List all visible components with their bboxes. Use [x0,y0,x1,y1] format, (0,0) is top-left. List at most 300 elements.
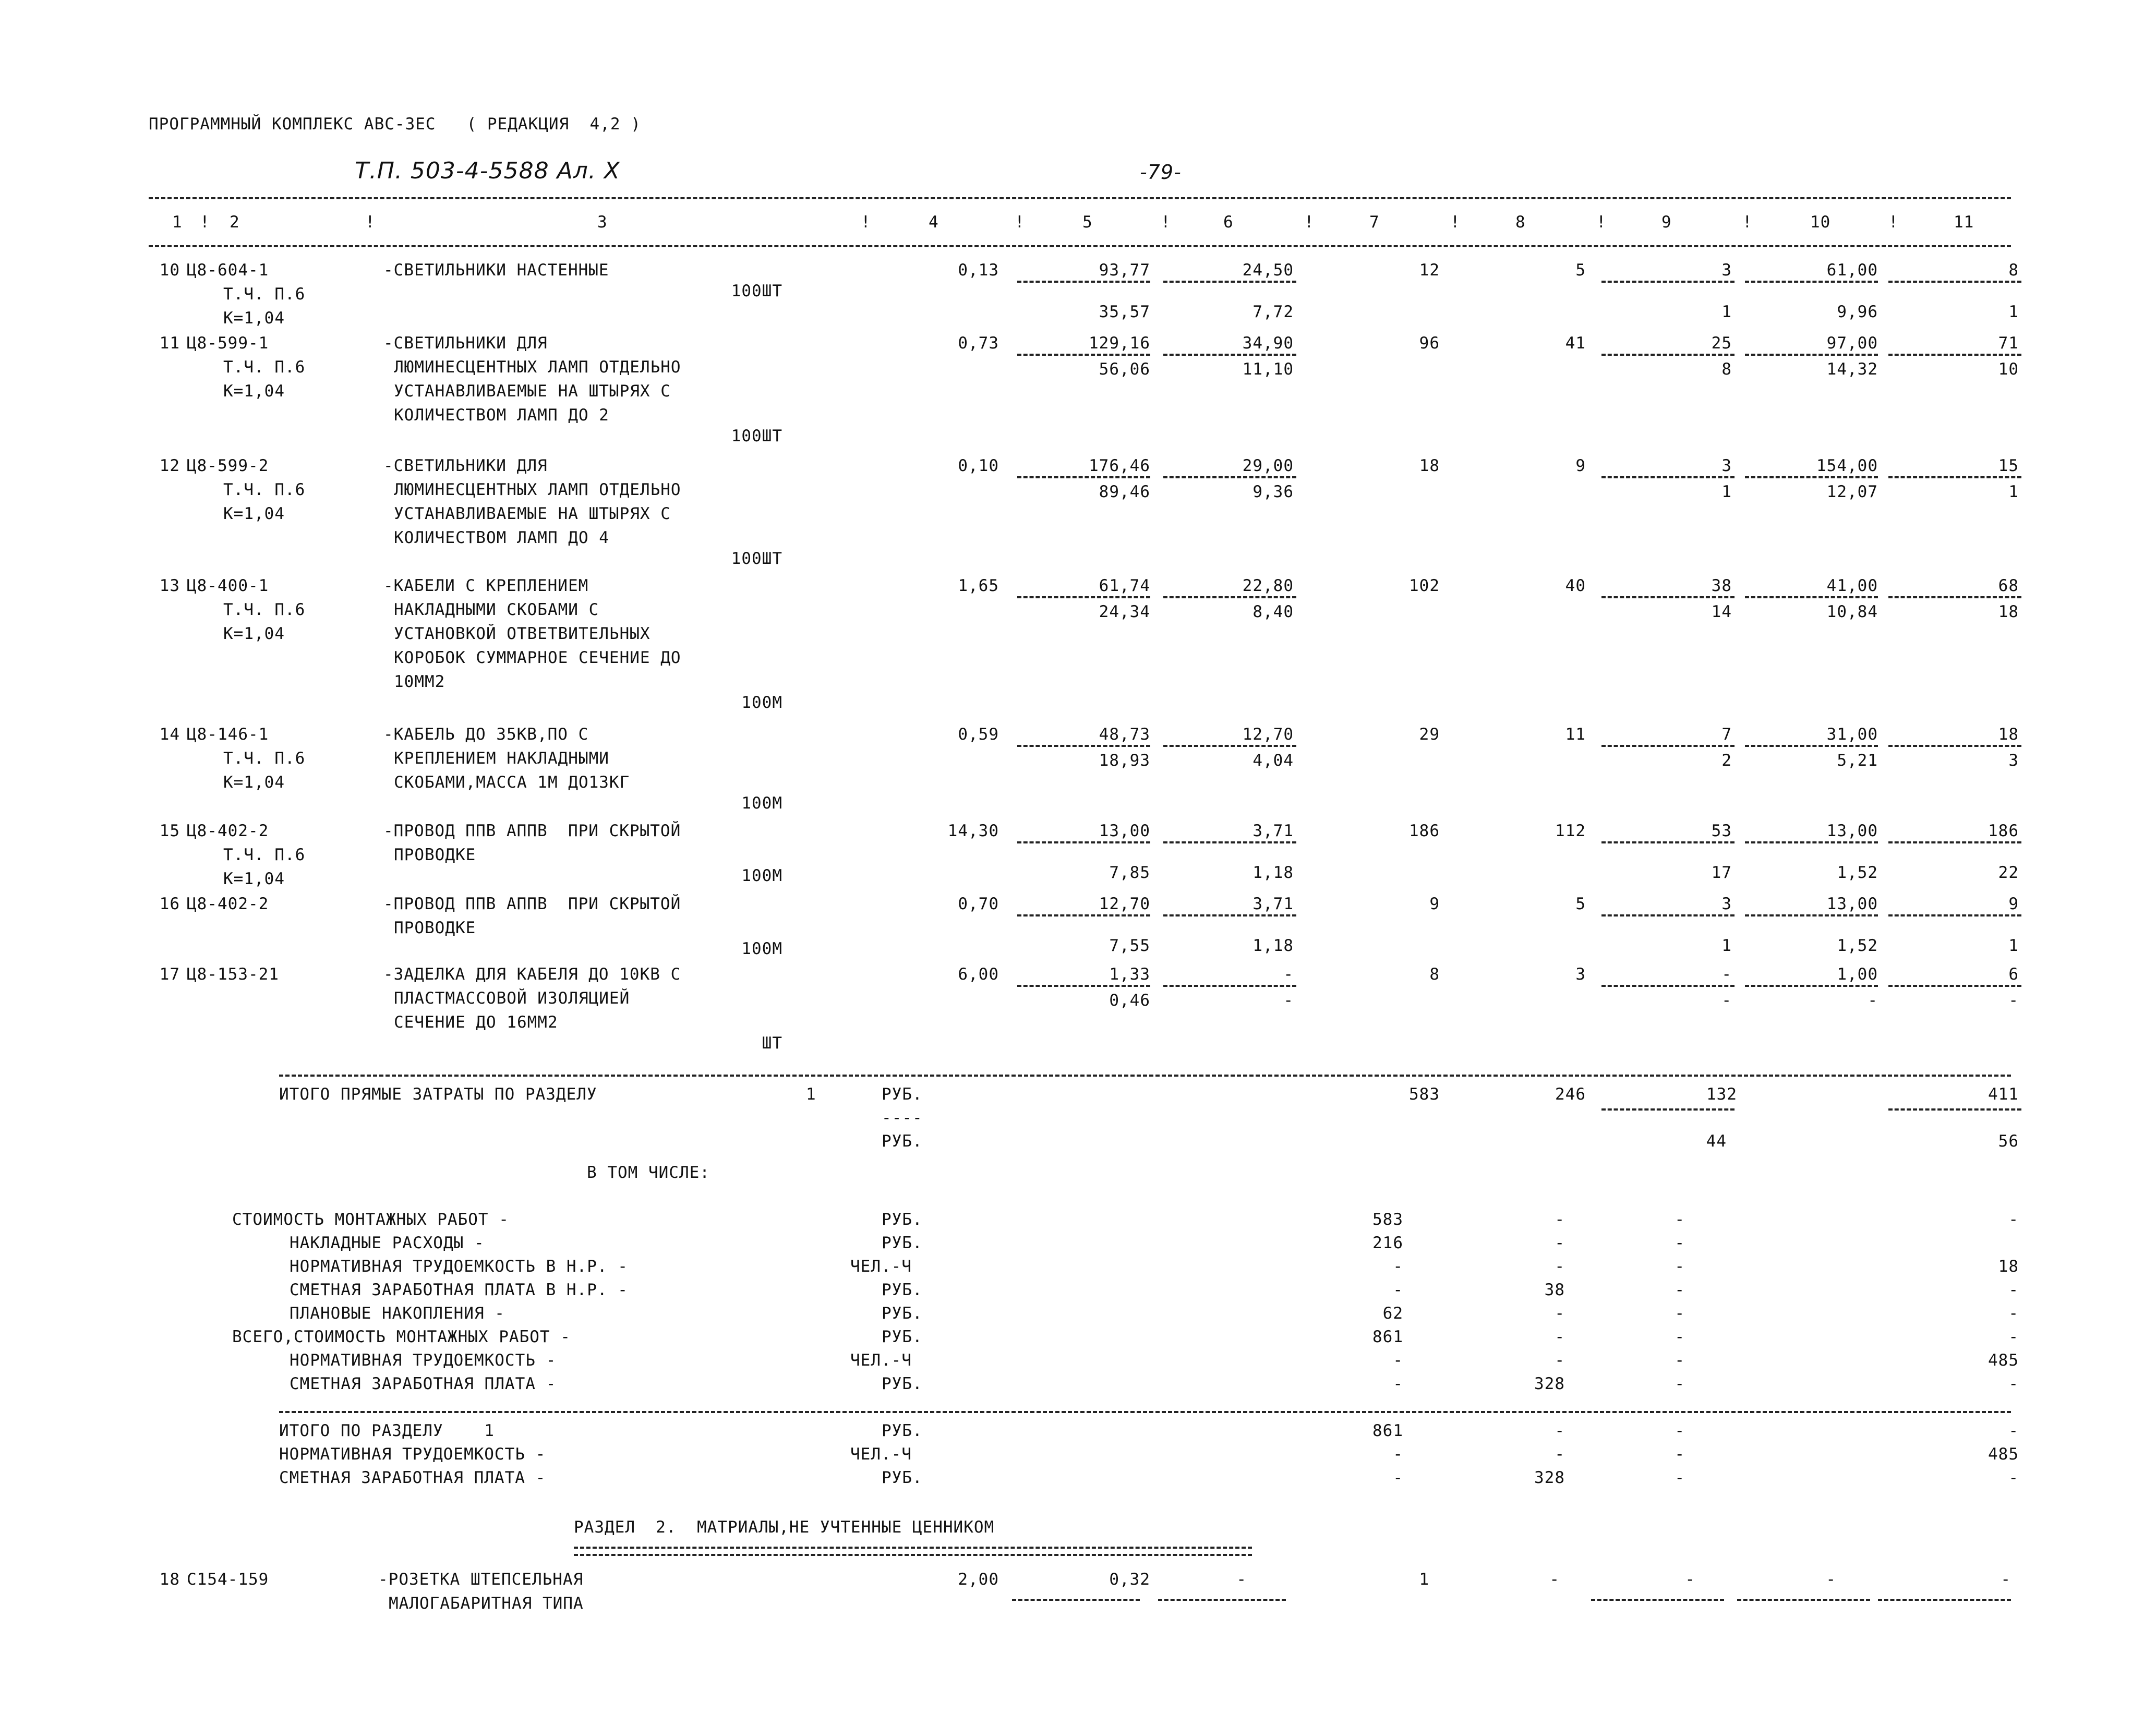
section-total-c7: - [1393,1468,1403,1487]
row-number: 12 [159,456,180,475]
breakdown-c7: 583 [1372,1210,1403,1229]
cost-divider [1017,596,1150,598]
row-code: К=1,04 [223,382,285,401]
cell-c7: 12 [1419,261,1440,280]
cell-c9-wage: 2 [1721,751,1732,770]
page-number: -79- [1140,161,1182,184]
row-description: ЛЮМИНЕСЦЕНТНЫХ ЛАМП ОТДЕЛЬНО [394,480,681,499]
cell-c6-wage: 9,36 [1252,482,1294,501]
row-quantity: 0,70 [958,895,999,913]
cell-c7: 8 [1429,965,1440,984]
cell-c7: 1 [1419,1570,1429,1589]
breakdown-c9: - [1675,1257,1685,1276]
row-description: УСТАНОВКОЙ ОТВЕТВИТЕЛЬНЫХ [394,624,651,643]
section-total-label: НОРМАТИВНАЯ ТРУДОЕМКОСТЬ - [279,1445,546,1464]
row-description: КОЛИЧЕСТВОМ ЛАМП ДО 4 [394,528,609,547]
cell-c9: 7 [1721,725,1732,744]
breakdown-c8: - [1555,1304,1565,1323]
breakdown-label: СТОИМОСТЬ МОНТАЖНЫХ РАБОТ - [232,1210,509,1229]
row-description: 10ММ2 [394,672,445,691]
column-number-7: 7 [1369,213,1380,232]
section-rule [279,1411,2011,1413]
cost-divider [1163,745,1296,747]
row-unit: 100М [741,939,782,958]
section-total-unit: ЧЕЛ.-Ч [850,1445,912,1464]
cell-c5: 93,77 [1099,261,1150,280]
row-quantity: 0,73 [958,334,999,353]
column-number-6: 6 [1223,213,1234,232]
breakdown-c11: - [2008,1374,2019,1393]
breakdown-unit: РУБ. [882,1210,923,1229]
cell-c7: 186 [1409,822,1440,840]
cell-c9: 3 [1721,261,1732,280]
breakdown-c9: - [1675,1304,1685,1323]
wage-divider [1888,914,2021,916]
cell-c11: 8 [2008,261,2019,280]
cost-divider [1017,914,1150,916]
wage-divider [1888,745,2021,747]
row-code: К=1,04 [223,504,285,523]
cell-c5-wage: 35,57 [1099,303,1150,321]
section2-title: РАЗДЕЛ 2. МАТРИАЛЫ,НЕ УЧТЕННЫЕ ЦЕННИКОМ [574,1518,995,1537]
row-quantity: 6,00 [958,965,999,984]
cell-c9-wage: 1 [1721,303,1732,321]
breakdown-unit: РУБ. [882,1374,923,1393]
cell-c7: 96 [1419,334,1440,353]
totals-c8: 246 [1555,1085,1586,1104]
column-separator: ! [1015,213,1025,232]
column-separator: ! [1742,213,1753,232]
section-total-c9: - [1675,1445,1685,1464]
breakdown-c8: - [1555,1210,1565,1229]
cell-c10-wage: 14,32 [1826,360,1878,379]
breakdown-unit: ЧЕЛ.-Ч [850,1351,912,1370]
totals-label: ИТОГО ПРЯМЫЕ ЗАТРАТЫ ПО РАЗДЕЛУ [279,1085,597,1104]
row-unit: 100М [741,866,782,885]
cell-c11: 71 [1998,334,2019,353]
cell-c11-wage: - [2008,991,2019,1010]
row-code: К=1,04 [223,773,285,792]
wage-divider [1601,281,1735,283]
cell-c8: - [1549,1570,1560,1589]
row-number: 17 [159,965,180,984]
column-separator: ! [1304,213,1315,232]
cell-c10-wage: 5,21 [1837,751,1878,770]
breakdown-c11: - [2008,1210,2019,1229]
row-code: С154-159 [187,1570,269,1589]
section-total-c8: - [1555,1421,1565,1440]
row-code: Ц8-599-1 [187,334,269,353]
cell-c5-wage: 89,46 [1099,482,1150,501]
row-number: 16 [159,895,180,913]
cell-c11: 15 [1998,456,2019,475]
cell-c9: 53 [1711,822,1732,840]
cell-c6: 3,71 [1252,822,1294,840]
wage-divider [1888,281,2021,283]
document-reference: Т.П. 503-4-5588 Ал. Х [355,158,620,184]
row-code: Ц8-146-1 [187,725,269,744]
row-description: -РОЗЕТКА ШТЕПСЕЛЬНАЯ [378,1570,584,1589]
cost-divider [1163,354,1296,356]
wage-divider [1745,914,1878,916]
cell-c5: 129,16 [1089,334,1150,353]
cell-c10-wage: 12,07 [1826,482,1878,501]
cell-c7: 18 [1419,456,1440,475]
wage-divider [1888,476,2021,478]
wage-divider [1601,841,1735,843]
column-separator: ! [861,213,871,232]
cell-c5: 61,74 [1099,576,1150,595]
breakdown-c7: 216 [1372,1234,1403,1252]
cell-c10: 1,00 [1837,965,1878,984]
cell-c11-wage: 1 [2008,482,2019,501]
cell-c6: - [1283,965,1294,984]
cell-c11: 6 [2008,965,2019,984]
column-separator: ! [365,213,376,232]
row-quantity: 2,00 [958,1570,999,1589]
breakdown-c8: 38 [1544,1281,1565,1299]
cell-c11: 68 [1998,576,2019,595]
breakdown-c8: - [1555,1257,1565,1276]
breakdown-c11: - [2008,1281,2019,1299]
cell-c5: 13,00 [1099,822,1150,840]
breakdown-c7: - [1393,1257,1403,1276]
wage-divider [1601,985,1735,987]
row-description: ПЛАСТМАССОВОЙ ИЗОЛЯЦИЕЙ [394,989,630,1008]
row-description: ПРОВОДКЕ [394,846,476,864]
row-code: Ц8-153-21 [187,965,279,984]
breakdown-c9: - [1675,1234,1685,1252]
section2-underline [574,1547,1252,1556]
row-description: КОЛИЧЕСТВОМ ЛАМП ДО 2 [394,406,609,425]
cell-c11: 9 [2008,895,2019,913]
cell-c6: 24,50 [1242,261,1294,280]
row-code: Т.Ч. П.6 [223,846,306,864]
breakdown-c9: - [1675,1281,1685,1299]
wage-divider [1591,1599,1724,1601]
column-number-4: 4 [929,213,939,232]
row-number: 13 [159,576,180,595]
row-description: -СВЕТИЛЬНИКИ ДЛЯ [383,456,548,475]
cost-divider [1163,985,1296,987]
cell-c6: 34,90 [1242,334,1294,353]
breakdown-c9: - [1675,1374,1685,1393]
breakdown-label: ВСЕГО,СТОИМОСТЬ МОНТАЖНЫХ РАБОТ - [232,1328,571,1346]
cell-c5-wage: 56,06 [1099,360,1150,379]
row-number: 15 [159,822,180,840]
cell-c9: 25 [1711,334,1732,353]
row-code: К=1,04 [223,870,285,888]
row-quantity: 0,10 [958,456,999,475]
cell-c8: 3 [1575,965,1586,984]
cell-c6: - [1236,1570,1247,1589]
breakdown-c8: - [1555,1328,1565,1346]
row-description: -ПРОВОД ППВ АППВ ПРИ СКРЫТОЙ [383,895,681,913]
cell-c9: - [1685,1570,1695,1589]
row-unit: 100ШТ [731,282,782,300]
row-unit: 100ШТ [731,549,782,568]
row-description: КРЕПЛЕНИЕМ НАКЛАДНЫМИ [394,749,609,768]
cell-c6: 22,80 [1242,576,1294,595]
wage-divider [1601,476,1735,478]
cell-c6: 29,00 [1242,456,1294,475]
cell-c6-wage: 11,10 [1242,360,1294,379]
cell-c10: 13,00 [1826,895,1878,913]
totals-c9-wage: 44 [1706,1132,1727,1151]
cost-divider [1158,1599,1286,1601]
totals-unit: РУБ. [882,1085,923,1104]
breakdown-c11: 18 [1998,1257,2019,1276]
cell-c10: 97,00 [1826,334,1878,353]
breakdown-c11: - [2008,1328,2019,1346]
totals-rule [279,1075,2011,1077]
cell-c5: 1,33 [1109,965,1150,984]
section-total-c11: 485 [1988,1445,2019,1464]
cell-c9-wage: 14 [1711,602,1732,621]
row-quantity: 14,30 [947,822,999,840]
cell-c10-wage: 10,84 [1826,602,1878,621]
breakdown-unit: РУБ. [882,1281,923,1299]
cell-c5: 0,32 [1109,1570,1150,1589]
cell-c11-wage: 3 [2008,751,2019,770]
cell-c10: 31,00 [1826,725,1878,744]
wage-divider [1888,354,2021,356]
column-number-8: 8 [1515,213,1526,232]
breakdown-c8: - [1555,1351,1565,1370]
cost-divider [1163,281,1296,283]
cell-c5-wage: 24,34 [1099,602,1150,621]
row-number: 10 [159,261,180,280]
row-code: Т.Ч. П.6 [223,480,306,499]
cell-c11-wage: 22 [1998,863,2019,882]
row-code: Ц8-402-2 [187,895,269,913]
totals-divider [1888,1108,2021,1111]
row-unit: 100М [741,693,782,712]
cell-c5-wage: 7,85 [1109,863,1150,882]
column-number-2: 2 [230,213,240,232]
breakdown-unit: ЧЕЛ.-Ч [850,1257,912,1276]
cell-c8: 9 [1575,456,1586,475]
row-quantity: 1,65 [958,576,999,595]
wage-divider [1745,476,1878,478]
column-number-5: 5 [1082,213,1093,232]
cell-c5-wage: 0,46 [1109,991,1150,1010]
totals-c11: 411 [1988,1085,2019,1104]
row-description: ПРОВОДКЕ [394,919,476,937]
section-total-unit: РУБ. [882,1468,923,1487]
cell-c9: 3 [1721,456,1732,475]
row-number: 11 [159,334,180,353]
cell-c6-wage: 8,40 [1252,602,1294,621]
cell-c7: 102 [1409,576,1440,595]
breakdown-c7: - [1393,1374,1403,1393]
row-description: -СВЕТИЛЬНИКИ НАСТЕННЫЕ [383,261,609,280]
row-code: К=1,04 [223,624,285,643]
cell-c5-wage: 7,55 [1109,936,1150,955]
cost-divider [1163,476,1296,478]
cell-c6-wage: 1,18 [1252,936,1294,955]
section-total-c7: 861 [1372,1421,1403,1440]
row-code: Т.Ч. П.6 [223,285,306,304]
row-code: К=1,04 [223,309,285,328]
row-description: -СВЕТИЛЬНИКИ ДЛЯ [383,334,548,353]
wage-divider [1745,281,1878,283]
row-description: -ПРОВОД ППВ АППВ ПРИ СКРЫТОЙ [383,822,681,840]
cell-c9: 38 [1711,576,1732,595]
cell-c8: 40 [1565,576,1586,595]
wage-divider [1745,596,1878,598]
cell-c5: 12,70 [1099,895,1150,913]
section-total-c8: - [1555,1445,1565,1464]
cell-c6: 12,70 [1242,725,1294,744]
cost-divider [1017,985,1150,987]
breakdown-c7: 861 [1372,1328,1403,1346]
totals-c7: 583 [1409,1085,1440,1104]
cell-c5: 48,73 [1099,725,1150,744]
row-code: Т.Ч. П.6 [223,749,306,768]
row-description: УСТАНАВЛИВАЕМЫЕ НА ШТЫРЯХ С [394,504,671,523]
breakdown-c8: - [1555,1234,1565,1252]
row-description: УСТАНАВЛИВАЕМЫЕ НА ШТЫРЯХ С [394,382,671,401]
cost-divider [1012,1599,1140,1601]
cell-c9-wage: 8 [1721,360,1732,379]
breakdown-c9: - [1675,1351,1685,1370]
cell-c11-wage: 10 [1998,360,2019,379]
breakdown-unit: РУБ. [882,1328,923,1346]
row-description: -КАБЕЛИ С КРЕПЛЕНИЕМ [383,576,589,595]
section-total-c9: - [1675,1468,1685,1487]
program-header: ПРОГРАММНЫЙ КОМПЛЕКС АВС-ЗЕС ( РЕДАКЦИЯ 4,2 ) [149,115,641,134]
cost-divider [1017,745,1150,747]
cell-c8: 11 [1565,725,1586,744]
cell-c6-wage: 1,18 [1252,863,1294,882]
header-rule [149,245,2011,247]
totals-section-number: 1 [806,1085,816,1104]
column-separator: ! [1596,213,1607,232]
totals-c11-wage: 56 [1998,1132,2019,1151]
cell-c11-wage: 1 [2008,303,2019,321]
section-total-label: ИТОГО ПО РАЗДЕЛУ 1 [279,1421,495,1440]
breakdown-label: НОРМАТИВНАЯ ТРУДОЕМКОСТЬ - [290,1351,557,1370]
breakdown-label: НАКЛАДНЫЕ РАСХОДЫ - [290,1234,485,1252]
breakdown-label: СМЕТНАЯ ЗАРАБОТНАЯ ПЛАТА В Н.Р. - [290,1281,628,1299]
cell-c9-wage: 1 [1721,936,1732,955]
column-separator: ! [200,213,210,232]
cell-c9: 3 [1721,895,1732,913]
wage-divider [1888,596,2021,598]
cell-c5: 176,46 [1089,456,1150,475]
row-number: 14 [159,725,180,744]
breakdown-c9: - [1675,1328,1685,1346]
section-total-c11: - [2008,1421,2019,1440]
cell-c8: 5 [1575,895,1586,913]
cell-c6-wage: 7,72 [1252,303,1294,321]
row-description: -ЗАДЕЛКА ДЛЯ КАБЕЛЯ ДО 10КВ С [383,965,681,984]
cost-divider [1163,841,1296,843]
breakdown-c11: 485 [1988,1351,2019,1370]
row-code: Ц8-599-2 [187,456,269,475]
cell-c10-wage: 9,96 [1837,303,1878,321]
cost-divider [1017,281,1150,283]
column-number-9: 9 [1661,213,1672,232]
cell-c11: 18 [1998,725,2019,744]
row-quantity: 0,59 [958,725,999,744]
wage-divider [1745,841,1878,843]
breakdown-label: ПЛАНОВЫЕ НАКОПЛЕНИЯ - [290,1304,505,1323]
cell-c7: 9 [1429,895,1440,913]
row-number: 18 [159,1570,180,1589]
row-unit: ШТ [762,1034,782,1053]
cell-c10: - [1826,1570,1836,1589]
row-code: Ц8-402-2 [187,822,269,840]
section-total-c7: - [1393,1445,1403,1464]
column-separator: ! [1161,213,1171,232]
row-quantity: 0,13 [958,261,999,280]
cell-c10: 13,00 [1826,822,1878,840]
wage-divider [1878,1599,2011,1601]
cell-c9-wage: 17 [1711,863,1732,882]
section-total-c9: - [1675,1421,1685,1440]
wage-divider [1601,354,1735,356]
cell-c11: 186 [1988,822,2019,840]
breakdown-c7: - [1393,1281,1403,1299]
cell-c9: - [1721,965,1732,984]
cell-c10: 41,00 [1826,576,1878,595]
wage-divider [1888,841,2021,843]
section-total-c8: 328 [1534,1468,1565,1487]
breakdown-label: СМЕТНАЯ ЗАРАБОТНАЯ ПЛАТА - [290,1374,557,1393]
row-description: НАКЛАДНЫМИ СКОБАМИ С [394,600,599,619]
cell-c9-wage: 1 [1721,482,1732,501]
wage-divider [1745,745,1878,747]
cost-divider [1017,841,1150,843]
totals-c9: 132 [1706,1085,1737,1104]
section-total-c11: - [2008,1468,2019,1487]
cell-c11-wage: 18 [1998,602,2019,621]
totals-unit: РУБ. [882,1132,923,1151]
wage-divider [1601,596,1735,598]
breakdown-c9: - [1675,1210,1685,1229]
cell-c10: 154,00 [1816,456,1878,475]
totals-divider [1601,1108,1735,1111]
row-code: Ц8-400-1 [187,576,269,595]
cell-c9-wage: - [1721,991,1732,1010]
breakdown-c7: 62 [1382,1304,1403,1323]
totals-unit-mark: ---- [882,1108,923,1127]
breakdown-c8: 328 [1534,1374,1565,1393]
row-code: Т.Ч. П.6 [223,358,306,377]
column-number-1: 1 [172,213,183,232]
section-total-label: СМЕТНАЯ ЗАРАБОТНАЯ ПЛАТА - [279,1468,546,1487]
wage-divider [1745,354,1878,356]
cell-c7: 29 [1419,725,1440,744]
breakdown-c11: - [2008,1304,2019,1323]
cell-c8: 41 [1565,334,1586,353]
row-description: ЛЮМИНЕСЦЕНТНЫХ ЛАМП ОТДЕЛЬНО [394,358,681,377]
cell-c10-wage: 1,52 [1837,863,1878,882]
breakdown-c7: - [1393,1351,1403,1370]
column-number-11: 11 [1954,213,1974,232]
column-number-3: 3 [597,213,608,232]
top-rule [149,197,2011,199]
wage-divider [1601,745,1735,747]
row-description: СКОБАМИ,МАССА 1М ДО1ЗКГ [394,773,630,792]
column-number-10: 10 [1810,213,1831,232]
column-separator: ! [1450,213,1461,232]
cell-c10-wage: 1,52 [1837,936,1878,955]
row-unit: 100ШТ [731,427,782,445]
row-description: МАЛОГАБАРИТНАЯ ТИПА [389,1594,584,1613]
